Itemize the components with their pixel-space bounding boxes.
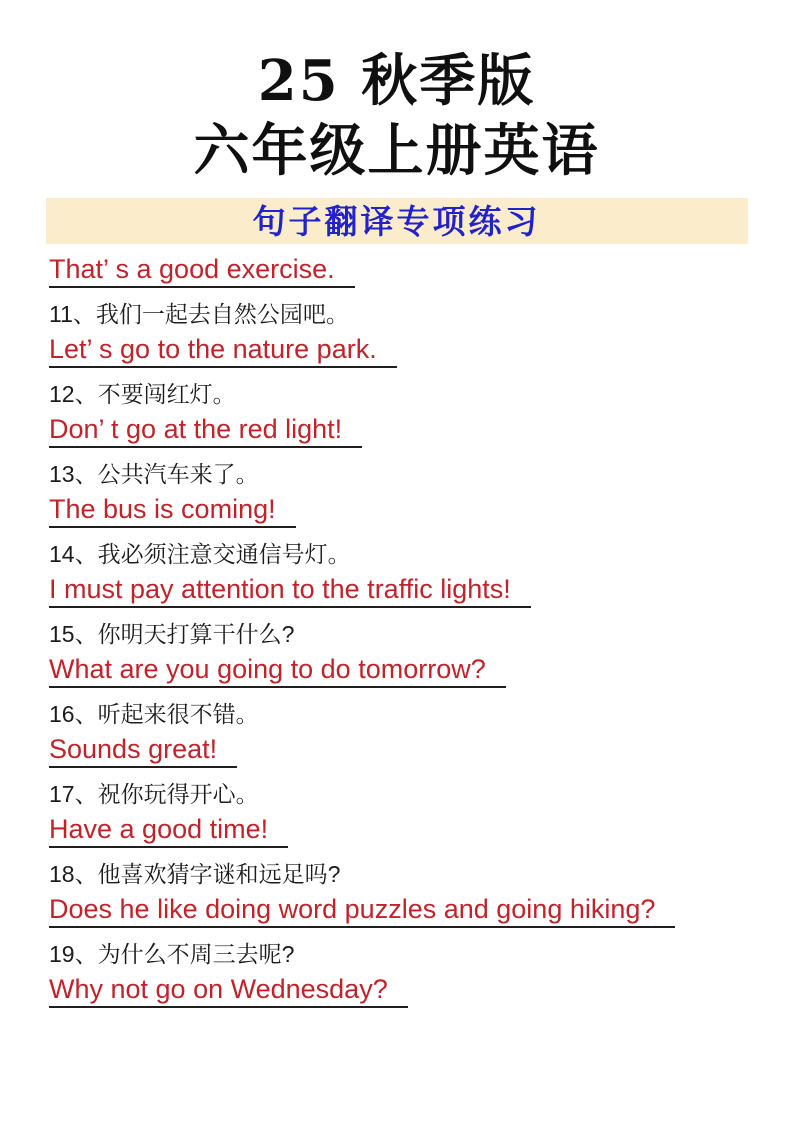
sentence-row-english <box>49 252 749 292</box>
sentence-text: 13、公共汽车来了。 <box>49 460 259 487</box>
sentence-row-english <box>49 812 749 852</box>
sentence-text: Does he like doing word puzzles and going hiking? <box>49 896 675 929</box>
sentence-row-english <box>49 572 749 612</box>
sentence-row-chinese <box>49 692 749 732</box>
sentence-row-chinese <box>49 612 749 652</box>
sentence-text: I must pay attention to the traffic lights! <box>49 576 531 609</box>
sentence-text: Have a good time! <box>49 816 288 849</box>
sentence-text: Let’ s go to the nature park. <box>49 336 397 369</box>
sentence-text: 19、为什么不周三去呢? <box>49 940 295 967</box>
sentence-row-english <box>49 652 749 692</box>
sentence-text: 11、我们一起去自然公园吧。 <box>49 300 349 327</box>
banner-title: 句子翻译专项练习 <box>252 201 541 241</box>
sentence-row-chinese <box>49 452 749 492</box>
sentence-text: 17、祝你玩得开心。 <box>49 780 259 807</box>
title-line-2: 六年级上册英语 <box>193 118 600 184</box>
sentence-row-chinese <box>49 852 749 892</box>
sentence-text: Why not go on Wednesday? <box>49 976 408 1009</box>
sentence-list <box>49 252 749 1012</box>
sentence-text: 12、不要闯红灯。 <box>49 380 236 407</box>
sentence-row-chinese <box>49 292 749 332</box>
sentence-text: Don’ t go at the red light! <box>49 416 362 449</box>
sentence-row-english <box>49 732 749 772</box>
sentence-row-chinese <box>49 532 749 572</box>
title-line-1: 25 秋季版 <box>257 48 536 114</box>
sentence-row-english <box>49 492 749 532</box>
sentence-row-english <box>49 412 749 452</box>
sentence-text: 15、你明天打算干什么? <box>49 620 295 647</box>
sentence-row-english <box>49 892 749 932</box>
sentence-row-english <box>49 972 749 1012</box>
sentence-text: What are you going to do tomorrow? <box>49 656 506 689</box>
section-banner <box>46 198 748 244</box>
sentence-text: 16、听起来很不错。 <box>49 700 259 727</box>
sentence-row-chinese <box>49 932 749 972</box>
sentence-text: The bus is coming! <box>49 496 296 529</box>
sentence-row-english <box>49 332 749 372</box>
sentence-text: Sounds great! <box>49 736 237 769</box>
sentence-text: That’ s a good exercise. <box>49 256 355 289</box>
sentence-row-chinese <box>49 372 749 412</box>
sentence-text: 18、他喜欢猜字谜和远足吗? <box>49 860 341 887</box>
sentence-text: 14、我必须注意交通信号灯。 <box>49 540 351 567</box>
sentence-row-chinese <box>49 772 749 812</box>
